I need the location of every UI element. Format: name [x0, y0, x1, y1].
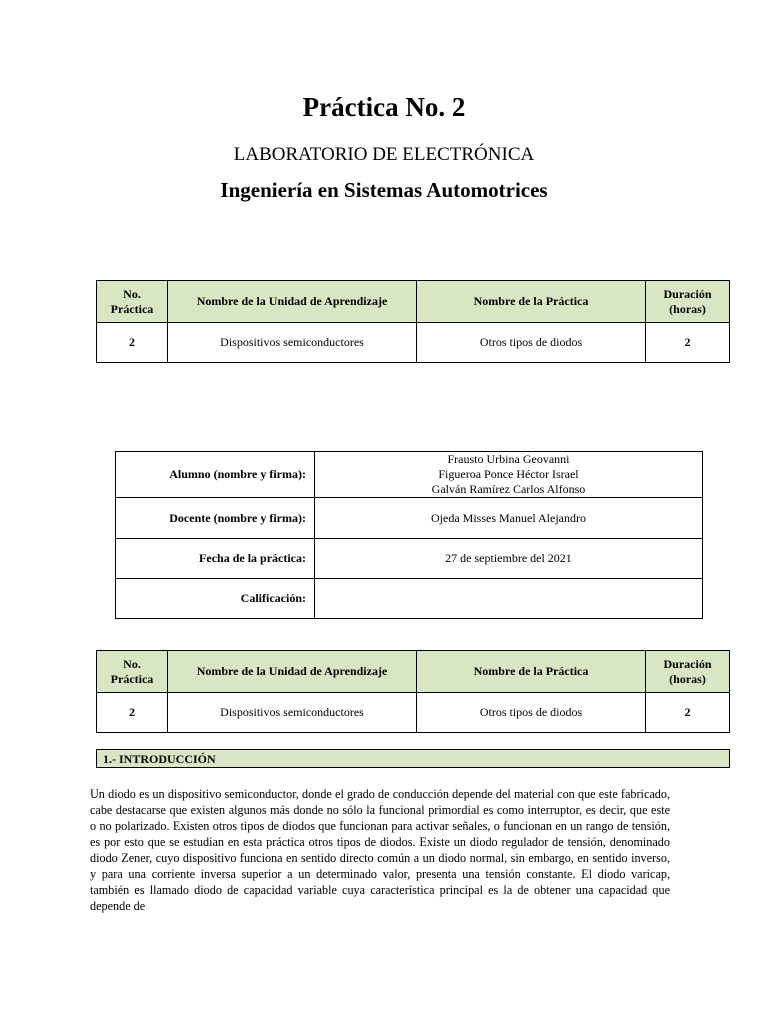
student-info-table	[115, 451, 703, 619]
grade-label: Calificación:	[116, 579, 315, 619]
header-no	[97, 281, 168, 323]
practice-date: 27 de septiembre del 2021	[315, 539, 703, 579]
cell-duration: 2	[646, 693, 730, 733]
header-duration-label: Duración (horas)	[663, 656, 712, 686]
cell-practice-name: Otros tipos de diodos	[417, 323, 646, 363]
cell-no: 2	[97, 323, 168, 363]
practice-table	[96, 280, 730, 363]
cell-practice-name: Otros tipos de diodos	[417, 693, 646, 733]
header-no-label: No. Práctica	[110, 286, 154, 316]
student-name: Figueroa Ponce Héctor Israel	[438, 467, 579, 481]
teacher-label: Docente (nombre y firma):	[116, 498, 315, 539]
grade-row	[116, 579, 703, 619]
practice-table-repeat	[96, 650, 730, 733]
lab-subtitle: LABORATORIO DE ELECTRÓNICA	[233, 144, 535, 165]
header-practice-name: Nombre de la Práctica	[417, 651, 646, 693]
table-header-row	[97, 281, 730, 323]
introduction-paragraph: Un diodo es un dispositivo semiconductor, donde el grado de conducción depende del material con que este fabricado, cabe destacarse que existen algunos más donde no sólo la funcional primordial es como interruptor, es decir, que este o no polarizado. Existen otros tipos de diodos que funcionan para activar señales, o funcionan en un rango de tensión, es por esto que se estudian en esta práctica otros tipos de diodos. Existe un diodo regulador de tensión, denominado diodo Zener, cuyo dispositivo funciona en sentido directo común a un diodo normal, sin embargo, en sentido inverso, y para una corriente inversa superior a un determinado valor, presenta una tensión constante. El diodo varicap, también es llamado diodo de capacidad variable cuya característica principal es la de obtener una capacidad que depende de	[90, 787, 670, 913]
table-row	[97, 693, 730, 733]
header-no	[97, 651, 168, 693]
section-heading: 1.- INTRODUCCIÓN	[96, 749, 730, 768]
student-name: Frausto Urbina Geovanni	[447, 452, 570, 466]
header-duration	[646, 281, 730, 323]
grade-value	[315, 579, 703, 619]
program-name: Ingeniería en Sistemas Automotrices	[220, 178, 548, 202]
date-row	[116, 539, 703, 579]
header-no-label: No. Práctica	[110, 656, 154, 686]
header-unit: Nombre de la Unidad de Aprendizaje	[168, 281, 417, 323]
cell-unit: Dispositivos semiconductores	[168, 693, 417, 733]
header-unit: Nombre de la Unidad de Aprendizaje	[168, 651, 417, 693]
student-names	[315, 452, 703, 498]
cell-no: 2	[97, 693, 168, 733]
date-label: Fecha de la práctica:	[116, 539, 315, 579]
teacher-row	[116, 498, 703, 539]
header-duration-label: Duración (horas)	[663, 286, 712, 316]
cell-unit: Dispositivos semiconductores	[168, 323, 417, 363]
page-title: Práctica No. 2	[302, 92, 466, 122]
header-duration	[646, 651, 730, 693]
student-label: Alumno (nombre y firma):	[116, 452, 315, 498]
table-header-row	[97, 651, 730, 693]
header-practice-name: Nombre de la Práctica	[417, 281, 646, 323]
table-row	[97, 323, 730, 363]
teacher-name: Ojeda Misses Manuel Alejandro	[315, 498, 703, 539]
cell-duration: 2	[646, 323, 730, 363]
student-name: Galván Ramírez Carlos Alfonso	[431, 482, 586, 496]
student-row	[116, 452, 703, 498]
